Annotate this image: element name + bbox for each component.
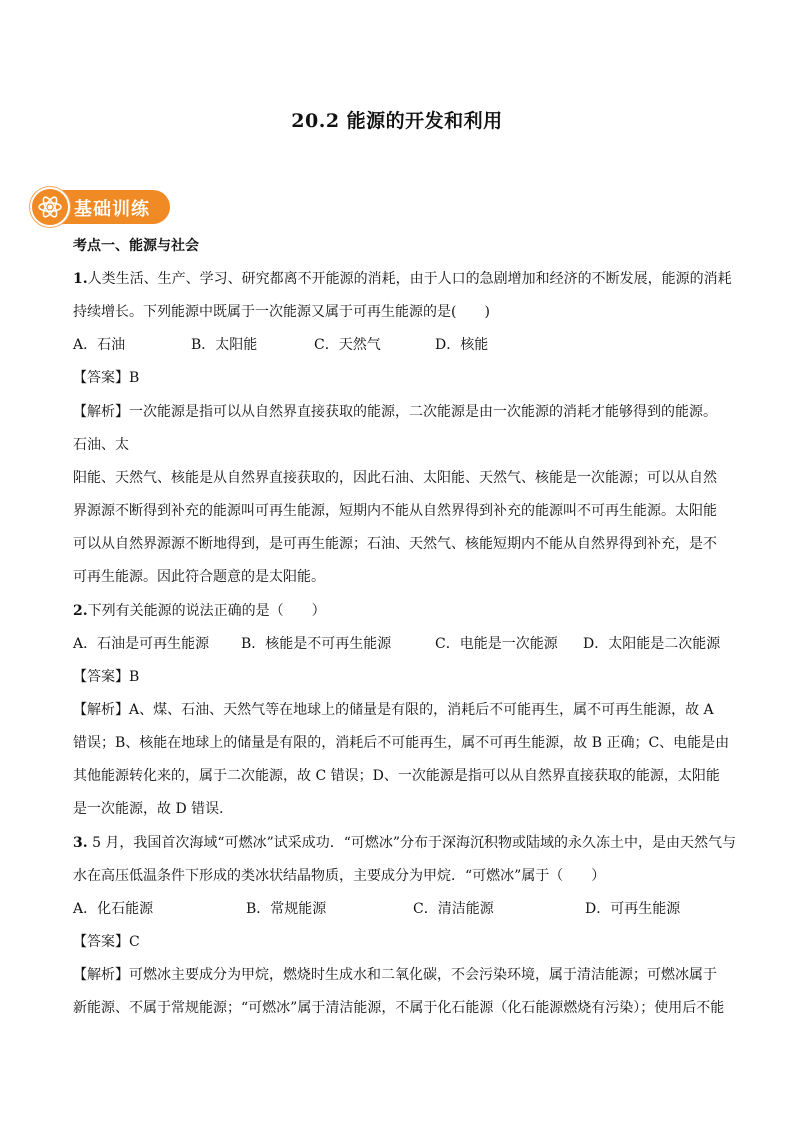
option-c: C．天然气 (314, 337, 381, 353)
question-2-stem-line-1: 2.下列有关能源的说法正确的是（ ） (73, 603, 326, 619)
question-1-analysis-line: 石油、太 (73, 437, 129, 453)
option-c: C．电能是一次能源 (435, 636, 558, 652)
question-2-analysis-line: 是一次能源，故 D 错误． (73, 801, 234, 817)
section-banner (30, 187, 172, 227)
question-1-analysis-line: 阳能、天然气、核能是从自然界直接获取的，因此石油、太阳能、天然气、核能是一次能源；可以从自然 (73, 470, 717, 486)
question-3-stem-line-1: 3. 5 月，我国首次海域“可燃冰”试采成功．“可燃冰”分布于深海沉积物或陆域的永久冻土中，是由天然气与 (73, 835, 737, 851)
atom-icon (30, 187, 70, 227)
question-3-answer: 【答案】C (73, 934, 140, 950)
page-title: 20.2 能源的开发和利用 (291, 110, 503, 132)
question-number: 2. (73, 603, 88, 619)
question-3-stem-line-2: 水在高压低温条件下形成的类冰状结晶物质，主要成分为甲烷．“可燃冰”属于（ ） (73, 868, 606, 884)
option-b: B．常规能源 (246, 901, 327, 917)
question-3-analysis-line: 【解析】可燃冰主要成分为甲烷，燃烧时生成水和二氧化碳，不会污染环境，属于清洁能源；可燃冰属于 (73, 967, 717, 983)
question-1-stem-line-1: 1.人类生活、生产、学习、研究都离不开能源的消耗，由于人口的急剧增加和经济的不断发展，能源的消耗 (73, 271, 732, 287)
option-d: D．太阳能是二次能源 (583, 636, 721, 652)
section-heading: 考点一、能源与社会 (73, 238, 199, 254)
banner-label: 基础训练 (74, 199, 150, 220)
question-1-analysis-line: 【解析】一次能源是指可以从自然界直接获取的能源，二次能源是由一次能源的消耗才能够得到的能源。 (73, 404, 717, 420)
option-a: A．石油 (73, 337, 126, 353)
option-a: A．石油是可再生能源 (73, 636, 210, 652)
question-1-stem-line-2: 持续增长。下列能源中既属于一次能源又属于可再生能源的是( ) (73, 304, 490, 320)
question-1-analysis-line: 界源源不断得到补充的能源叫可再生能源，短期内不能从自然界得到补充的能源叫不可再生能源。太阳能 (73, 503, 717, 519)
question-number: 3. (73, 835, 88, 851)
option-b: B．核能是不可再生能源 (241, 636, 392, 652)
option-b: B．太阳能 (191, 337, 258, 353)
question-number: 1. (73, 271, 88, 287)
option-d: D．核能 (435, 337, 489, 353)
option-c: C．清洁能源 (413, 901, 494, 917)
question-1-analysis-line: 可再生能源。因此符合题意的是太阳能。 (73, 569, 325, 585)
question-2-analysis-line: 其他能源转化来的，属于二次能源，故 C 错误；D、一次能源是指可以从自然界直接获取的能源，太阳能 (73, 768, 720, 784)
question-2-analysis-line: 【解析】A、煤、石油、天然气等在地球上的储量是有限的，消耗后不可能再生，属不可再生能源，故 A (73, 702, 714, 718)
option-a: A．化石能源 (73, 901, 154, 917)
question-1-answer: 【答案】B (73, 370, 140, 386)
question-3-analysis-line: 新能源、不属于常规能源；“可燃冰”属于清洁能源，不属于化石能源（化石能源燃烧有污染）；使用后不能 (73, 1000, 725, 1016)
question-1-analysis-line: 可以从自然界源源不断地得到，是可再生能源；石油、天然气、核能短期内不能从自然界得到补充，是不 (73, 536, 717, 552)
question-2-answer: 【答案】B (73, 669, 140, 685)
option-d: D．可再生能源 (585, 901, 681, 917)
question-2-analysis-line: 错误；B、核能在地球上的储量是有限的，消耗后不可能再生，属不可再生能源，故 B 正确；C、电能是由 (73, 735, 730, 751)
